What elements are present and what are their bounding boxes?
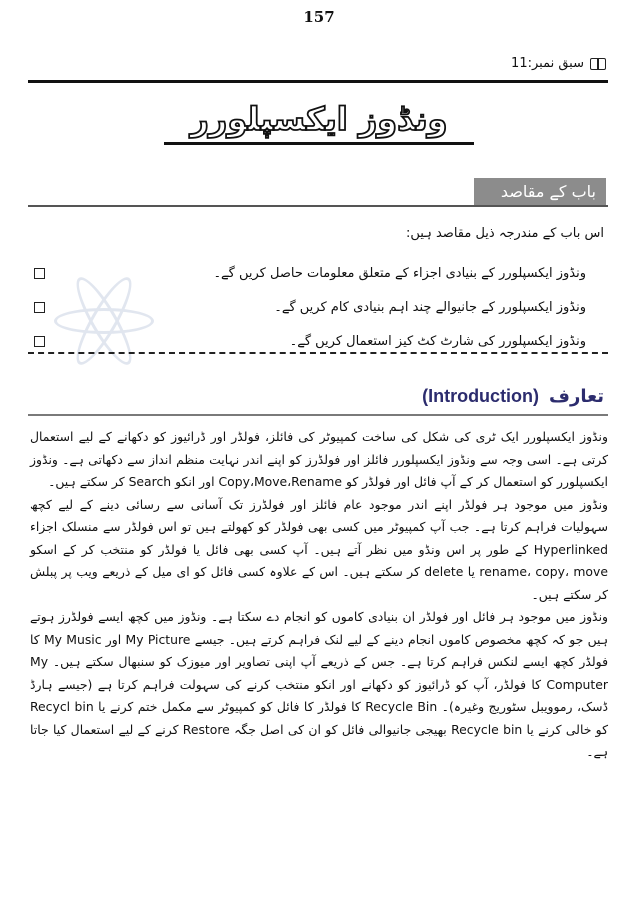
title-wrap <box>0 96 638 145</box>
paragraph: ونڈوز ایکسپلورر ایک ٹری کی شکل کی ساخت کمپیوٹر کی فائلز، فولڈر اور ڈرائیوز کو دکھانے کے لیے استعمال کرتی ہے۔ اسی وجہ سے ونڈوز ایکسپلورر فائلز اور فولڈرز کو اپنے اندر نہایت منظم انداز سے دکھاتی ہے۔ ونڈوز ایکسپلورر کو استعمال کر کے آپ فائل اور فولڈر کو Copy،Move،Rename اور انکو Search کر سکتے ہیں۔ <box>30 429 608 489</box>
introduction-heading-urdu: تعارف <box>549 386 604 407</box>
header-rule <box>28 80 608 83</box>
objective-item <box>28 290 608 324</box>
section-divider <box>28 352 608 354</box>
objective-item <box>28 256 608 290</box>
chapter-title: ونڈوز ایکسپلورر <box>164 96 473 145</box>
introduction-rule <box>28 414 608 416</box>
page-number: 157 <box>303 8 335 26</box>
objectives-banner: باب کے مقاصد <box>474 178 606 206</box>
checkbox-icon <box>34 268 45 279</box>
introduction-body <box>30 426 608 764</box>
lesson-label: سبق نمبر:11 <box>511 56 584 71</box>
objective-text: ونڈوز ایکسپلورر کے بنیادی اجزاء کے متعلق معلومات حاصل کریں گے۔ <box>213 265 586 281</box>
introduction-heading <box>422 386 604 407</box>
lesson-label-row <box>511 56 606 71</box>
objectives-list <box>28 256 608 358</box>
book-icon <box>590 58 606 70</box>
checkbox-icon <box>34 336 45 347</box>
checkbox-icon <box>34 302 45 313</box>
objective-text: ونڈوز ایکسپلورر کے جانیوالے چند اہم بنیادی کام کریں گے۔ <box>274 299 586 315</box>
objectives-intro: اس باب کے مندرجہ ذیل مقاصد ہیں: <box>406 226 604 241</box>
introduction-heading-english: (Introduction) <box>422 386 540 406</box>
paragraph: ونڈوز میں موجود ہر فائل اور فولڈر ان بنیادی کاموں کو انجام دے سکتا ہے۔ ونڈوز میں کچھ ایسے فولڈرز ہوتے ہیں جو کہ کچھ مخصوص کاموں انجام دینے کے لیے لنک فراہم کرتے ہیں۔ جیسے My Picture اور My Music کا فولڈر کچھ ایسے لنکس فراہم کرتا ہے۔ جس کے ذریعے آپ اپنی تصاویر اور میوزک کو سنبھال سکتے ہیں۔ My Computer کا فولڈر، آپ کو ڈرائیوز کو دکھانے اور انکو منتخب کرنے کی سہولت فراہم کرتا ہے (جیسے ہارڈ ڈسک، رموویبل سٹوریج وغیرہ)۔ Recycle Bin کا فولڈر کا فائل کو کمپیوٹر سے مکمل ختم کرنے یا Recycl bin کو خالی کرنے یا Recycle bin بھیجی جانیوالی فائل کو ان کی اصل جگہ Restore کرنے کے لیے استعمال کیا جاتا ہے۔ <box>30 609 608 759</box>
objective-text: ونڈوز ایکسپلورر کی شارٹ کٹ کیز استعمال کریں گے۔ <box>289 333 586 349</box>
paragraph: ونڈوز میں موجود ہر فولڈر اپنے اندر موجود عام فائلز اور فولڈرز تک آسانی سے رسائی دینے کے لیے کچھ سہولیات فراہم کرتا ہے۔ جب آپ کمپیوٹر میں کسی بھی فولڈر کو کھولتے ہیں تو اس فولڈر سے منسلک اجزاء Hyperlinked کے طور پر اس ونڈو میں نظر آتے ہیں۔ آپ کسی بھی فائل یا فولڈر کو منتخب کر کے اسکو rename، copy، move یا delete کر سکتے ہیں۔ اس کے علاوہ کسی فائل کو ای میل کے ذریعے ویب پر پبلش کر سکتے ہیں۔ <box>30 496 608 602</box>
objectives-rule <box>28 205 608 207</box>
